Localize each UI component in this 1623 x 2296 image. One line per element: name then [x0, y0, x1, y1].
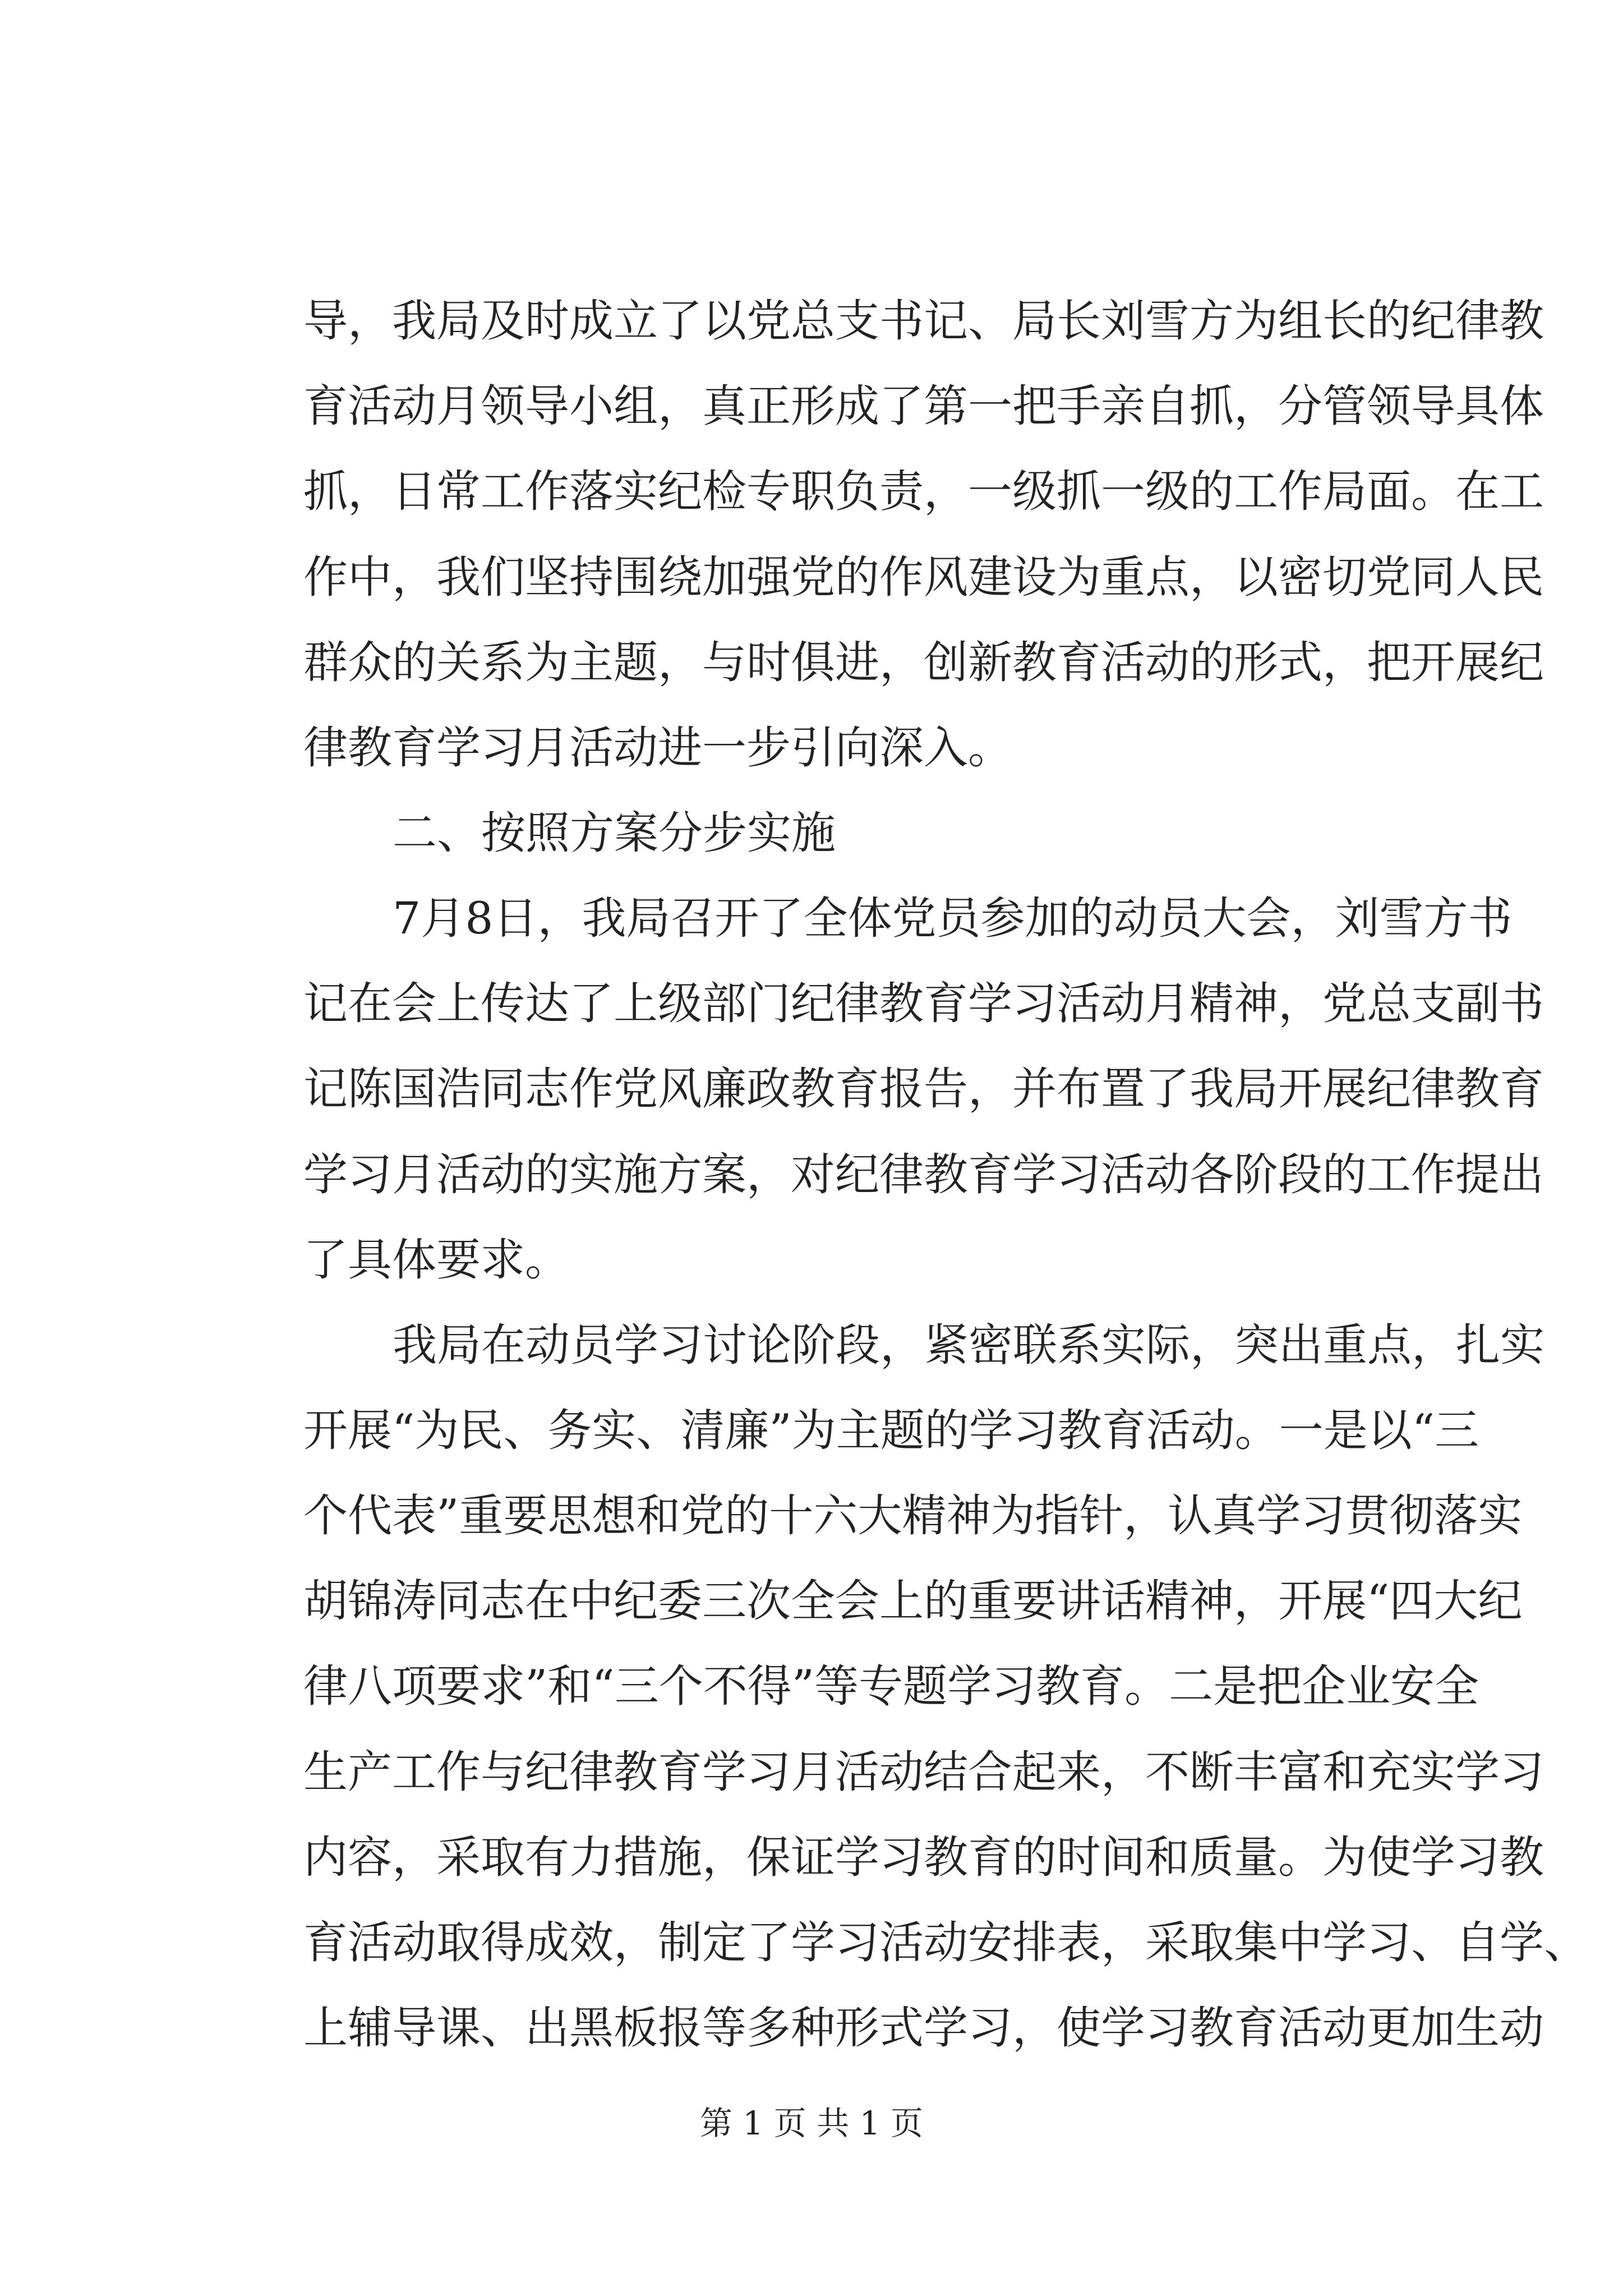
text-line-4: 作中，我们坚持围绕加强党的作风建设为重点，以密切党同人民: [303, 551, 1544, 603]
text-line-12: 了具体要求。: [303, 1234, 569, 1286]
page-footer: 第 1 页 共 1 页: [700, 2104, 923, 2142]
text-line-5: 群众的关系为主题，与时俱进，创新教育活动的形式，把开展纪: [303, 637, 1544, 688]
text-line-14: 开展“为民、务实、清廉”为主题的学习教育活动。一是以“三: [303, 1405, 1479, 1456]
text-line-9: 记在会上传达了上级部门纪律教育学习活动月精神，党总支副书: [303, 978, 1544, 1029]
text-line-3: 抓，日常工作落实纪检专职负责，一级抓一级的工作局面。在工: [303, 466, 1544, 517]
text-line-16: 胡锦涛同志在中纪委三次全会上的重要讲话精神，开展“四大纪: [303, 1575, 1523, 1627]
text-line-11: 学习月活动的实施方案，对纪律教育学习活动各阶段的工作提出: [303, 1149, 1544, 1200]
text-line-17: 律八项要求”和“三个不得”等专题学习教育。二是把企业安全: [303, 1660, 1479, 1712]
text-line-6: 律教育学习月活动进一步引向深入。: [303, 722, 1012, 774]
text-line-8: 7月8日，我局召开了全体党员参加的动员大会，刘雪方书: [393, 892, 1513, 944]
text-line-20: 育活动取得成效，制定了学习活动安排表，采取集中学习、自学、: [303, 1917, 1588, 1968]
text-line-18: 生产工作与纪律教育学习月活动结合起来，不断丰富和充实学习: [303, 1746, 1544, 1798]
text-line-10: 记陈国浩同志作党风廉政教育报告，并布置了我局开展纪律教育: [303, 1063, 1544, 1115]
text-line-19: 内容，采取有力措施，保证学习教育的时间和质量。为使学习教: [303, 1832, 1544, 1883]
section-heading: 二、按照方案分步实施: [393, 807, 836, 859]
text-line-2: 育活动月领导小组，真正形成了第一把手亲自抓，分管领导具体: [303, 380, 1544, 432]
text-line-1: 导，我局及时成立了以党总支书记、局长刘雪方为组长的纪律教: [303, 295, 1544, 347]
text-line-21: 上辅导课、出黑板报等多种形式学习，使学习教育活动更加生动: [303, 2002, 1544, 2054]
text-line-15: 个代表”重要思想和党的十六大精神为指针，认真学习贯彻落实: [303, 1490, 1523, 1542]
text-line-13: 我局在动员学习讨论阶段，紧密联系实际，突出重点，扎实: [393, 1319, 1544, 1371]
